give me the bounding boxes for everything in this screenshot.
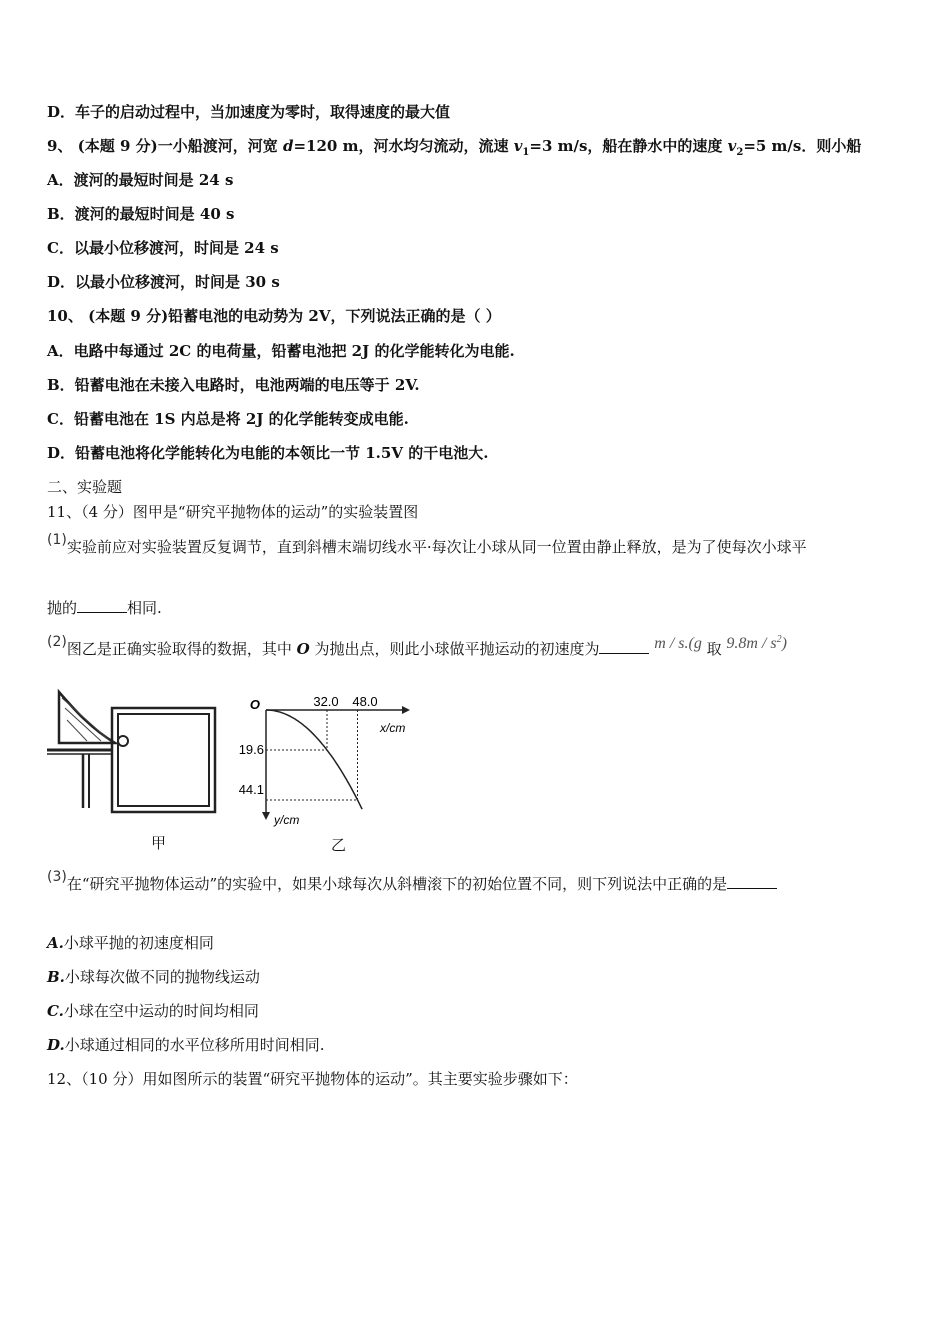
q9-stem: 9、 (本题 9 分)一小船渡河，河宽 d=120 m，河水均匀流动，流速 $v_1=3$ m/s，船在静水中的速度 $v_2=5$ m/s．则小船 <box>47 137 862 158</box>
q11-option-b: B.小球每次做不同的抛物线运动 <box>47 968 260 986</box>
section-title: 二、实验题 <box>47 478 123 496</box>
chute-hatch <box>62 698 110 741</box>
y-axis-label: y/cm <box>274 813 300 827</box>
chute <box>59 692 115 743</box>
tick-label-x1: 32.0 <box>313 694 339 709</box>
board-outer <box>112 708 215 812</box>
q10-option-c: C．铅蓄电池在 1S 内总是将 2J 的化学能转变成电能. <box>47 410 409 428</box>
q11-part1-cont: 抛的 相同. <box>47 599 162 617</box>
board-inner <box>118 714 209 806</box>
q10-stem: 10、 (本题 9 分)铅蓄电池的电动势为 2V，下列说法正确的是（ ） <box>47 307 501 325</box>
q11-option-c: C.小球在空中运动的时间均相同 <box>47 1002 259 1020</box>
tick-label-y2: 44.1 <box>238 782 264 797</box>
q9-option-c: C．以最小位移渡河，时间是 24 s <box>47 239 279 257</box>
tick-label-y1: 19.6 <box>238 742 264 757</box>
answer-blank[interactable] <box>77 600 127 613</box>
q9-option-a: A．渡河的最短时间是 24 s <box>47 171 234 189</box>
q11-option-a: A.小球平抛的初速度相同 <box>47 934 214 952</box>
q9-option-d: D．以最小位移渡河，时间是 30 s <box>47 273 280 291</box>
q11-part1: (1)实验前应对实验装置反复调节，直到斜槽末端切线水平·每次让小球从同一位置由静止释放，是为了使每次小球平 <box>47 532 807 556</box>
q10-option-a: A．电路中每通过 2C 的电荷量，铅蓄电池把 2J 的化学能转化为电能. <box>47 342 515 360</box>
q11-option-d: D.小球通过相同的水平位移所用时间相同. <box>47 1036 325 1054</box>
y-axis-arrow <box>262 812 270 820</box>
trajectory-curve <box>266 710 362 809</box>
q11-part2: (2)图乙是正确实验取得的数据，其中 O 为抛出点，则此小球做平抛运动的初速度为 m / s.(g 取 $9.8m / s^2$) <box>47 634 787 658</box>
q10-option-d: D．铅蓄电池将化学能转化为电能的本领比一节 1.5V 的干电池大. <box>47 444 489 462</box>
x-axis-label: x/cm <box>380 721 406 735</box>
answer-blank[interactable] <box>727 876 777 889</box>
origin-label: O <box>249 697 260 712</box>
q10-option-b: B．铅蓄电池在未接入电路时，电池两端的电压等于 2V. <box>47 376 420 394</box>
q8-option-d: D．车子的启动过程中，当加速度为零时，取得速度的最大值 <box>47 103 451 121</box>
figure-apparatus <box>45 688 225 823</box>
figure-caption-jia: 甲 <box>151 834 167 852</box>
q11-part3: (3)在“研究平抛物体运动”的实验中，如果小球每次从斜槽滚下的初始位置不同，则下列说法中正确的是 <box>47 874 777 895</box>
q11-stem: 11、（4 分）图甲是“研究平抛物体的运动”的实验装置图 <box>47 503 419 521</box>
figure-trajectory-graph <box>228 690 418 830</box>
x-axis-arrow <box>402 706 410 714</box>
ball <box>118 736 128 746</box>
answer-blank[interactable] <box>599 641 649 654</box>
q12-stem: 12、（10 分）用如图所示的装置“研究平抛物体的运动”。其主要实验步骤如下： <box>47 1070 578 1088</box>
figure-caption-yi: 乙 <box>331 836 347 854</box>
tick-label-x2: 48.0 <box>352 694 378 709</box>
q9-option-b: B．渡河的最短时间是 40 s <box>47 205 235 223</box>
